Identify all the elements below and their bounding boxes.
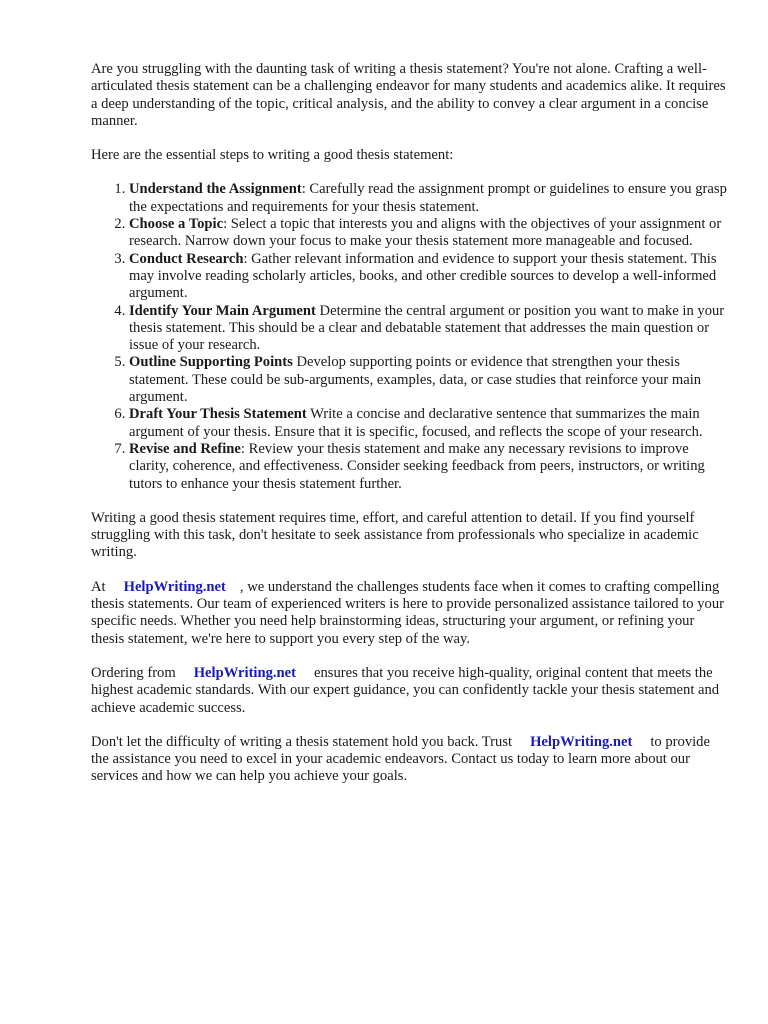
step-text: Write a concise and declarative sentence that summarizes the main argument of your thesis. Ensure that it is specific, focused, and reflects the scope of your research. [129,406,703,440]
step-title: Draft Your Thesis Statement [129,406,307,423]
document-page [91,61,731,803]
step-title: Outline Supporting Points [129,354,293,371]
steps-list [91,181,731,492]
list-item: 2. Choose a Topic: Select a topic that interests you and aligns with the objectives of your assignment or research. Narrow down your focus to make your thesis statement more manageable and focused. [129,216,731,251]
intro-paragraph: Are you struggling with the daunting task of writing a thesis statement? You're not alone. Crafting a well-articulated thesis statement can be a challenging endeavor for many students and academics alike. It requires a deep understanding of the topic, critical analysis, and the ability to convey a clear argument in a concise manner. [91,61,726,129]
list-item: 7. Revise and Refine: Review your thesis statement and make any necessary revisions to improve clarity, coherence, and effectiveness. Consider seeking feedback from peers, instructors, or writing tutors to enhance your thesis statement further. [129,441,731,493]
attention-paragraph: Writing a good thesis statement requires time, effort, and careful attention to detail. If you find yourself struggling with this task, don't hesitate to seek assistance from professionals who specialize in academic writing. [91,509,699,561]
ordering-paragraph: Ordering from HelpWriting.net ensures that you receive high-quality, original content that meets the highest academic standards. With our expert guidance, you can confidently tackle your thesis statement and achieve academic success. [91,664,720,716]
step-text: Determine the central argument or position you want to make in your thesis statement. This should be a clear and debatable statement that addresses the main question or issue of your research. [129,302,725,354]
step-title: Revise and Refine [129,440,241,457]
list-item [129,354,731,406]
step-title: Conduct Research [129,250,244,267]
step-title: Understand the Assignment [129,181,302,198]
list-item [129,406,731,441]
at-paragraph: At HelpWriting.net , we understand the challenges students face when it comes to crafting compelling thesis statements. Our team of experienced writers is here to provide personalized assistance tailored to your specific needs. Whether you need help brainstorming ideas, structuring your argument, or refining your thesis statement, we're here to support you every step of the way. [91,578,724,647]
step-text: Gather relevant information and evidence to support your thesis statement. This may involve reading scholarly articles, books, and other credible sources to develop a well-informed argument. [129,250,717,302]
trust-paragraph: Don't let the difficulty of writing a thesis statement hold you back. Trust HelpWriting.net to provide the assistance you need to excel in your academic endeavors. Contact us today to learn more about our services and how we can help you achieve your goals. [91,733,710,785]
helpwriting-link[interactable]: HelpWriting.net [530,733,633,750]
steps-intro: Here are the essential steps to writing a good thesis statement: [91,147,454,164]
step-title: Choose a Topic [129,216,224,233]
step-text: Review your thesis statement and make any necessary revisions to improve clarity, coherence, and effectiveness. Consider seeking feedback from peers, instructors, or writing tutors to enhance your thesis statement further. [129,440,705,492]
list-item [129,303,731,355]
step-text: Develop supporting points or evidence that strengthen your thesis statement. These could be sub-arguments, examples, data, or case studies that reinforce your main argument. [129,354,702,406]
step-text: Select a topic that interests you and aligns with the objectives of your assignment or research. Narrow down your focus to make your thesis statement more manageable and focused. [129,216,722,250]
step-title: Identify Your Main Argument [129,302,316,319]
helpwriting-link[interactable]: HelpWriting.net [193,664,296,681]
step-text: Carefully read the assignment prompt or guidelines to ensure you grasp the expectations and requirements for your thesis statement. [129,181,727,215]
list-item: 3. Conduct Research: Gather relevant information and evidence to support your thesis statement. This may involve reading scholarly articles, books, and other credible sources to develop a well-informed argument. [129,251,731,303]
helpwriting-link[interactable]: HelpWriting.net [123,578,226,595]
list-item: 1. Understand the Assignment: Carefully read the assignment prompt or guidelines to ensure you grasp the expectations and requirements for your thesis statement. [129,181,731,216]
